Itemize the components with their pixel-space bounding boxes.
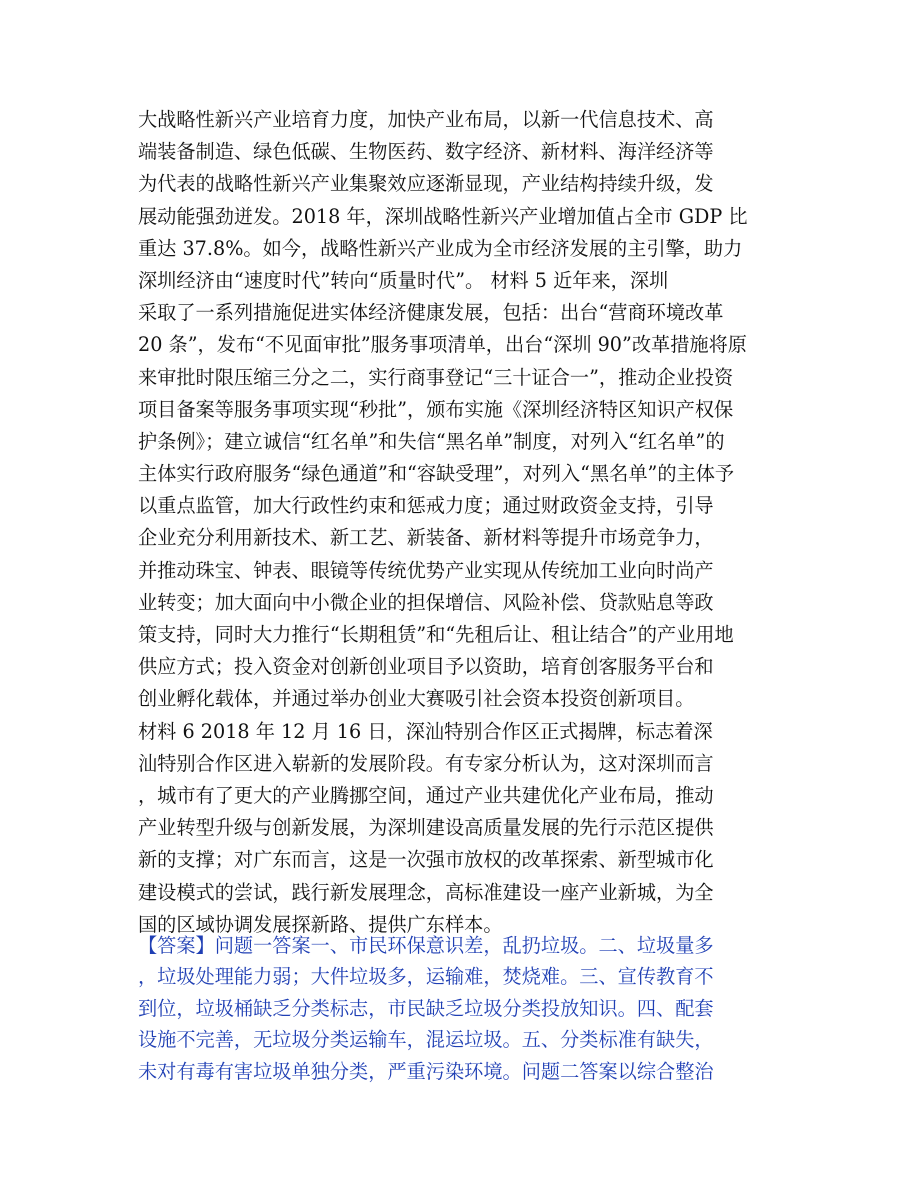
body-line: 国的区域协调发展探新路、提供广东样本。: [138, 912, 503, 936]
body-line: 建设模式的尝试，践行新发展理念，高标准建设一座产业新城，为全: [138, 880, 714, 904]
body-line: 采取了一系列措施促进实体经济健康发展，包括：出台“营商环境改革: [138, 301, 724, 325]
answer-paragraph: [138, 930, 778, 1087]
body-line: 并推动珠宝、钟表、眼镜等传统优势产业实现从传统加工业向时尚产: [138, 558, 714, 582]
body-line: 来审批时限压缩三分之二，实行商事登记“三十证合一”，推动企业投资: [138, 365, 734, 389]
body-line: 大战略性新兴产业培育力度，加快产业布局，以新一代信息技术、高: [138, 108, 714, 131]
body-line: 深圳经济由“速度时代”转向“质量时代”。 材料 5 近年来，深圳: [138, 268, 669, 292]
answer-line: 未对有毒有害垃圾单独分类，严重污染环境。问题二答案以综合整治: [138, 1059, 714, 1083]
body-line: 为代表的战略性新兴产业集聚效应逐渐显现，产业结构持续升级，发: [138, 172, 714, 196]
body-line: 企业充分利用新技术、新工艺、新装备、新材料等提升市场竞争力，: [138, 526, 714, 550]
body-line: 展动能强劲迸发。2018 年，深圳战略性新兴产业增加值占全市 GDP 比: [138, 204, 748, 228]
body-line: 20 条”，发布“不见面审批”服务事项清单，出台“深圳 90”改革措施将原: [138, 333, 747, 357]
body-line: 汕特别合作区进入崭新的发展阶段。有专家分析认为，这对深圳而言: [138, 751, 714, 775]
body-line: 创业孵化载体，并通过举办创业大赛吸引社会资本投资创新项目。: [138, 687, 695, 711]
body-line: 业转变；加大面向中小微企业的担保增信、风险补偿、贷款贴息等政: [138, 590, 714, 614]
body-line: 主体实行政府服务“绿色通道”和“容缺受理”，对列入“黑名单”的主体予: [138, 462, 735, 486]
body-line: ，城市有了更大的产业腾挪空间，通过产业共建优化产业布局，推动: [138, 783, 714, 807]
body-line: 重达 37.8%。如今，战略性新兴产业成为全市经济发展的主引擎，助力: [138, 236, 743, 260]
body-line: 新的支撑；对广东而言，这是一次强市放权的改革探索、新型城市化: [138, 848, 714, 872]
answer-line: 【答案】问题一答案一、市民环保意识差，乱扔垃圾。二、垃圾量多: [138, 934, 714, 957]
body-line: 以重点监管，加大行政性约束和惩戒力度；通过财政资金支持，引导: [138, 494, 714, 518]
body-line: 材料 6 2018 年 12 月 16 日，深汕特别合作区正式揭牌，标志着深: [138, 719, 713, 743]
body-line: 项目备案等服务事项实现“秒批”，颁布实施《深圳经济特区知识产权保: [138, 397, 734, 421]
body-line: 策支持，同时大力推行“长期租赁”和“先租后让、租让结合”的产业用地: [138, 623, 734, 646]
answer-line: 设施不完善，无垃圾分类运输车，混运垃圾。五、分类标准有缺失，: [138, 1028, 714, 1052]
body-line: 护条例》；建立诚信“红名单”和失信“黑名单”制度，对列入“红名单”的: [138, 429, 725, 453]
answer-line: ，垃圾处理能力弱；大件垃圾多，运输难，焚烧难。三、宣传教育不: [138, 965, 714, 989]
body-paragraph: [138, 104, 778, 941]
body-line: 产业转型升级与创新发展，为深圳建设高质量发展的先行示范区提供: [138, 816, 714, 840]
body-line: 供应方式；投入资金对创新创业项目予以资助，培育创客服务平台和: [138, 655, 714, 679]
answer-line: 到位，垃圾桶缺乏分类标志，市民缺乏垃圾分类投放知识。四、配套: [138, 996, 714, 1020]
body-line: 端装备制造、绿色低碳、生物医药、数字经济、新材料、海洋经济等: [138, 140, 714, 164]
